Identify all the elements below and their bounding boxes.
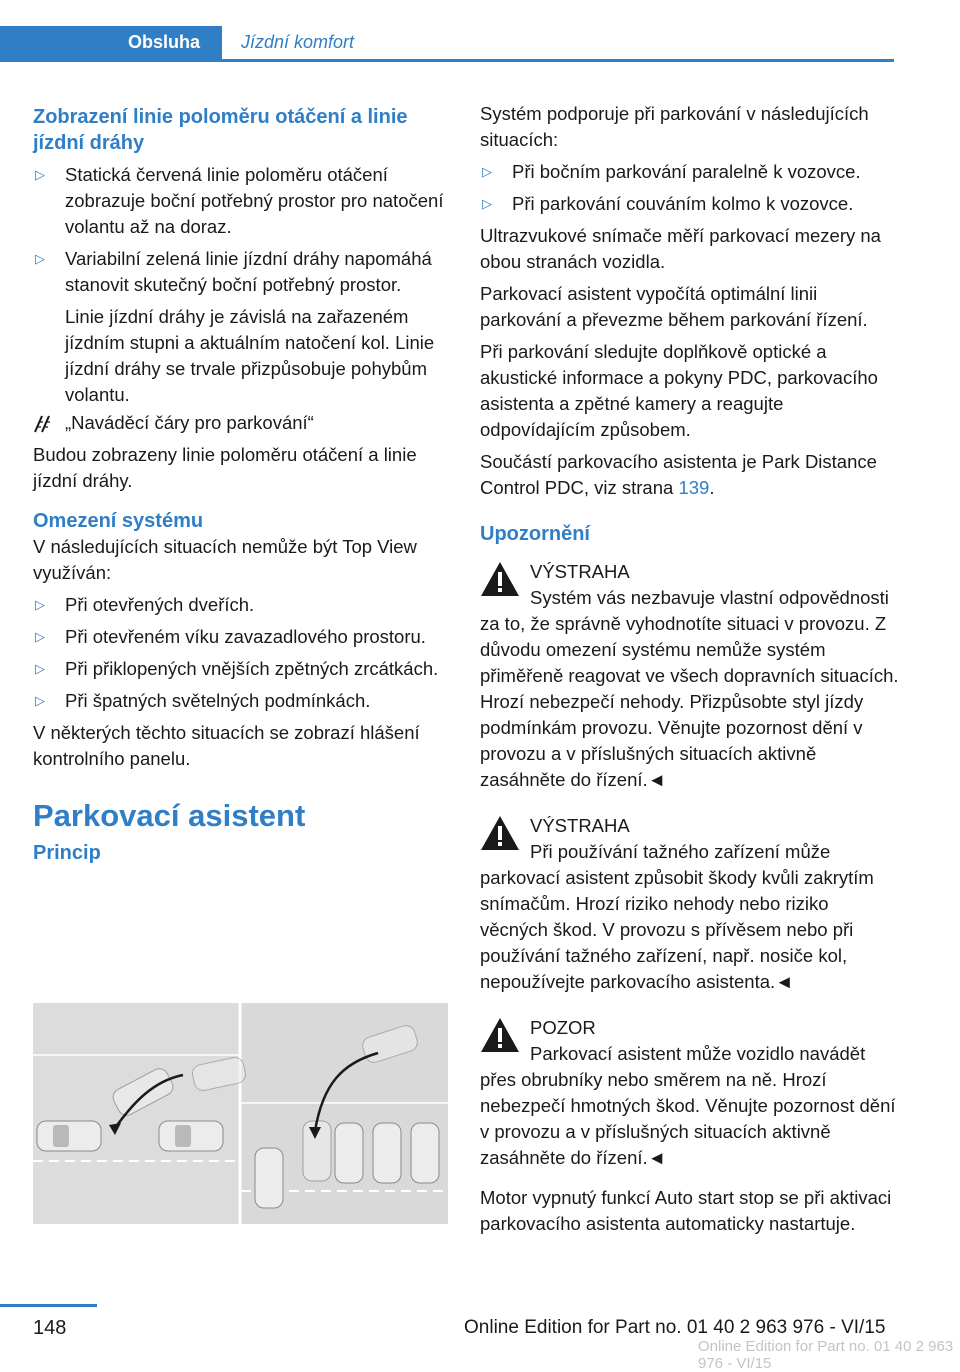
paragraph: Motor vypnutý funkcí Auto start stop se při aktivaci parkovacího asistenta automaticky nastartuje. xyxy=(480,1187,892,1234)
situations-list xyxy=(480,159,900,217)
page-header xyxy=(0,26,894,62)
warning-text: Systém vás nezbavuje vlastní odpovědnosti za to, že správně vyhodnotíte situaci v provozu. Z důvodu omezení systému nemůže systém přiměřeně reagovat ve všech dopravních situacích. Hrozí nebezpečí nehody. Přizpůsobte styl jízdy podmínkám provozu. Věnujte pozornost dění v provozu a v příslušných situacích aktivně zasáhněte do řízení.◄ xyxy=(480,587,899,790)
bullet-triangle-icon: ▷ xyxy=(482,164,492,179)
warning-block xyxy=(480,813,900,995)
list-item: ▷ Při otevřeném víku zavazadlového prostoru. xyxy=(33,624,449,650)
paragraph: Ultrazvukové snímače měří parkovací mezery na obou stranách vozidla. xyxy=(480,225,881,272)
caution-title: POZOR xyxy=(530,1017,596,1038)
warning-title: VÝSTRAHA xyxy=(530,561,630,582)
bullet-triangle-icon: ▷ xyxy=(35,693,45,708)
paragraph: V následujících situacích nemůže být Top View využíván: xyxy=(33,536,417,583)
list-item: ▷ Variabilní zelená linie jízdní dráhy napomáhá stanovit skutečný boční potřebný prostor. Linie jízdní dráhy je závislá na zařazeném jízdním stupni a aktuálním natočení kol. Linie jízdní dráhy se trvale přizpůsobuje pohybům volantu. xyxy=(33,246,449,408)
list-item: ▷ Při přiklopených vnějších zpětných zrcátkách. xyxy=(33,656,449,682)
bullet-triangle-icon: ▷ xyxy=(35,167,45,182)
paragraph: Systém podporuje při parkování v následujících situacích: xyxy=(480,103,869,150)
list-item: ▷ Při špatných světelných podmínkách. xyxy=(33,688,449,714)
paragraph: V některých těchto situacích se zobrazí hlášení kontrolního panelu. xyxy=(33,722,420,769)
tab-obsluha[interactable]: Obsluha xyxy=(0,26,222,59)
page-reference-link[interactable]: 139 xyxy=(678,477,710,498)
list-item: ▷ Při bočním parkování paralelně k vozovce. xyxy=(480,159,900,185)
list-item-note: Linie jízdní dráhy je závislá na zařazeném jízdním stupni a aktuálním natočení kol. Linie jízdní dráhy se trvale přizpůsobuje pohybům volantu. xyxy=(65,306,435,405)
heading-notes: Upozornění xyxy=(480,523,590,545)
caution-text: Parkovací asistent může vozidlo navádět přes obrubníky nebo směrem na ně. Hrozí nebezpečí hmotných škod. Věnujte pozornost dění v provozu a v příslušných situacích aktivně zasáhněte do řízení.◄ xyxy=(480,1043,896,1168)
header-rule xyxy=(0,59,894,62)
tab-jizdni-komfort[interactable]: Jízdní komfort xyxy=(241,32,355,52)
limits-list xyxy=(33,592,449,714)
warning-text: Při používání tažného zařízení může parkovací asistent způsobit škody kvůli zakrytím snímačům. Hrozí riziko nehody nebo riziko věcných škod. V provozu s přívěsem nebo při používání tažného zařízení, např. nosiče kol, nepoužívejte parkovacího asistenta.◄ xyxy=(480,841,874,992)
paragraph: Parkovací asistent vypočítá optimální linii parkování a převezme během parkování řízení. xyxy=(480,283,868,330)
warning-title: VÝSTRAHA xyxy=(530,815,630,836)
bullet-triangle-icon: ▷ xyxy=(35,629,45,644)
heading-parking-assistant: Parkovací asistent xyxy=(33,798,306,833)
right-column xyxy=(480,101,900,1237)
caution-block xyxy=(480,1015,900,1171)
warning-triangle-icon xyxy=(480,815,520,851)
footer-rule xyxy=(0,1304,97,1307)
bullet-triangle-icon: ▷ xyxy=(35,661,45,676)
parking-illustration xyxy=(33,1003,448,1224)
menu-path: „Naváděcí čáry pro parkování“ xyxy=(33,410,449,436)
list-item: ▷ Statická červená linie poloměru otáčení zobrazuje boční potřebný prostor pro natočení volantu až na doraz. xyxy=(35,164,444,237)
bullet-triangle-icon: ▷ xyxy=(35,597,45,612)
lines-list xyxy=(33,162,449,408)
heading-limits: Omezení systému xyxy=(33,510,204,532)
paragraph: Budou zobrazeny linie poloměru otáčení a linie jízdní dráhy. xyxy=(33,444,417,491)
page-number: 148 xyxy=(33,1317,67,1339)
parking-lines-icon xyxy=(33,412,55,434)
warning-triangle-icon xyxy=(480,561,520,597)
watermark: Online Edition for Part no. 01 40 2 963 976 - VI/15 xyxy=(698,1338,954,1372)
list-item: ▷ Při otevřených dveřích. xyxy=(33,592,449,618)
paragraph: Při parkování sledujte doplňkově optické a akustické informace a pokyny PDC, parkovacího asistenta a zpětné kamery a reagujte odpovídajícím způsobem. xyxy=(480,341,878,440)
bullet-triangle-icon: ▷ xyxy=(35,251,45,266)
list-item: ▷ Při parkování couváním kolmo k vozovce. xyxy=(480,191,900,217)
bullet-triangle-icon: ▷ xyxy=(482,196,492,211)
heading-lines: Zobrazení linie poloměru otáčení a linie jízdní dráhy xyxy=(33,106,408,154)
edition-note: Online Edition for Part no. 01 40 2 963 976 - VI/15 xyxy=(464,1317,886,1338)
paragraph: Součástí parkovacího asistenta je Park Distance Control PDC, viz strana 139. xyxy=(480,451,877,498)
warning-block xyxy=(480,559,900,793)
left-column xyxy=(33,104,449,866)
caution-triangle-icon xyxy=(480,1017,520,1053)
heading-principle: Princip xyxy=(33,842,101,864)
